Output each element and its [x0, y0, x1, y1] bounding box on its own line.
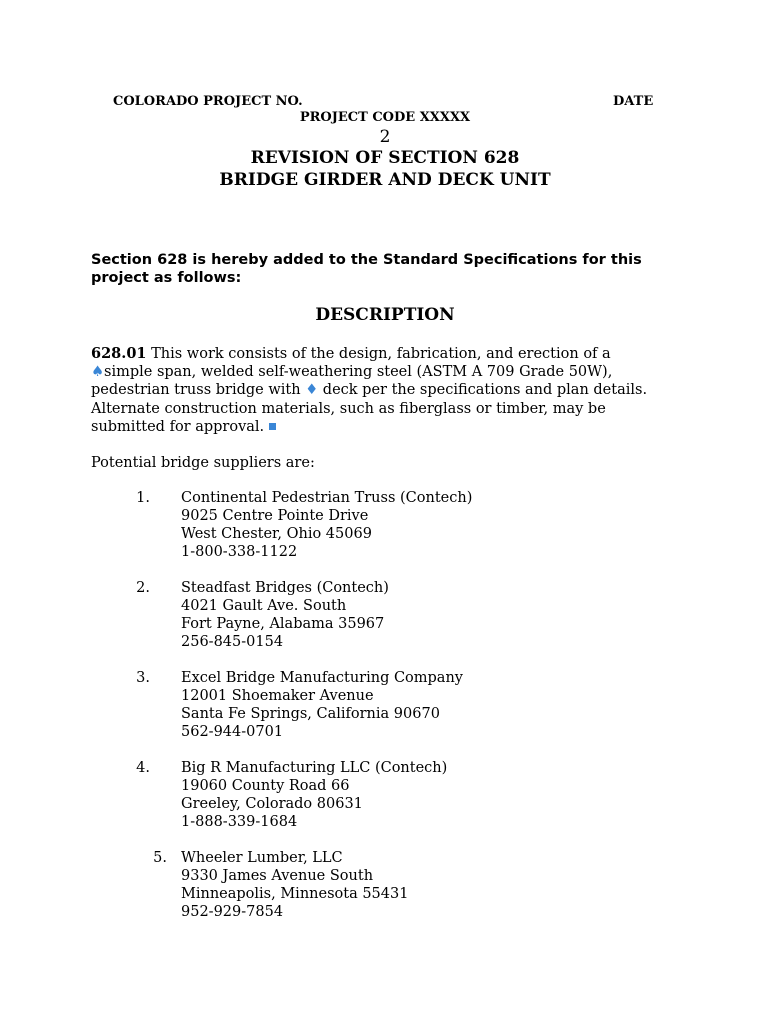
supplier-city: West Chester, Ohio 45069 — [181, 526, 372, 543]
paragraph-text: This work consists of the design, fabrication, and erection of a — [146, 346, 611, 362]
square-marker-icon — [269, 423, 276, 430]
spade-marker-icon: ♠ — [91, 364, 104, 381]
page-subtitle: BRIDGE GIRDER AND DECK UNIT — [219, 170, 551, 190]
intro-line: project as follows: — [91, 270, 242, 286]
supplier-street: 4021 Gault Ave. South — [181, 598, 347, 615]
paragraph-number: 628.01 — [91, 345, 147, 362]
paragraph-text: submitted for approval. — [91, 418, 265, 435]
paragraph-line: Alternate construction materials, such as fiberglass or timber, may be — [91, 400, 606, 417]
paragraph-text: pedestrian truss bridge with — [91, 382, 306, 399]
date-label: DATE — [613, 94, 654, 109]
supplier-name: Wheeler Lumber, LLC — [181, 850, 343, 866]
supplier-city: Minneapolis, Minnesota 55431 — [181, 886, 409, 903]
paragraph-line — [91, 381, 647, 399]
diamond-marker-icon: ♦ — [305, 382, 319, 399]
list-item — [181, 759, 447, 831]
supplier-phone: 256-845-0154 — [181, 634, 284, 651]
supplier-name: Excel Bridge Manufacturing Company — [181, 670, 463, 686]
supplier-phone: 562-944-0701 — [181, 724, 284, 741]
suppliers-intro: Potential bridge suppliers are: — [91, 455, 315, 471]
paragraph-line — [91, 363, 647, 381]
page-title: REVISION OF SECTION 628 — [250, 148, 520, 168]
list-item — [181, 849, 408, 921]
supplier-street: 19060 County Road 66 — [181, 778, 350, 795]
project-code: PROJECT CODE XXXXX — [299, 110, 471, 125]
project-number-label: COLORADO PROJECT NO. — [113, 94, 303, 109]
supplier-phone: 1-800-338-1122 — [181, 544, 298, 561]
page-number: 2 — [379, 127, 391, 147]
supplier-city: Greeley, Colorado 80631 — [181, 796, 363, 813]
supplier-city: Santa Fe Springs, California 90670 — [181, 706, 440, 723]
list-item — [181, 669, 463, 741]
supplier-street: 9025 Centre Pointe Drive — [181, 508, 369, 525]
list-item-number: 3. — [136, 670, 150, 686]
list-item-number: 1. — [136, 490, 150, 506]
list-item-number: 4. — [136, 760, 150, 776]
list-item — [181, 489, 472, 561]
list-item — [181, 579, 389, 651]
supplier-city: Fort Payne, Alabama 35967 — [181, 616, 385, 633]
list-item-number: 5. — [153, 850, 167, 866]
paragraph-line — [91, 418, 647, 436]
paragraph-text: simple span, welded self-weathering steel (ASTM A 709 Grade 50W), — [104, 364, 613, 381]
intro-line: Section 628 is hereby added to the Standard Specifications for this — [91, 252, 642, 268]
supplier-street: 12001 Shoemaker Avenue — [181, 688, 374, 705]
paragraph-628-01 — [91, 345, 647, 436]
paragraph-text: deck per the specifications and plan details. — [318, 382, 648, 399]
list-item-number: 2. — [136, 580, 150, 596]
intro-text — [91, 251, 642, 287]
supplier-name: Steadfast Bridges (Contech) — [181, 580, 389, 596]
supplier-phone: 952-929-7854 — [181, 904, 284, 921]
description-heading: DESCRIPTION — [315, 305, 455, 325]
supplier-name: Continental Pedestrian Truss (Contech) — [181, 490, 473, 506]
paragraph-line — [91, 345, 647, 363]
supplier-name: Big R Manufacturing LLC (Contech) — [181, 760, 448, 776]
supplier-phone: 1-888-339-1684 — [181, 814, 298, 831]
supplier-street: 9330 James Avenue South — [181, 868, 374, 885]
